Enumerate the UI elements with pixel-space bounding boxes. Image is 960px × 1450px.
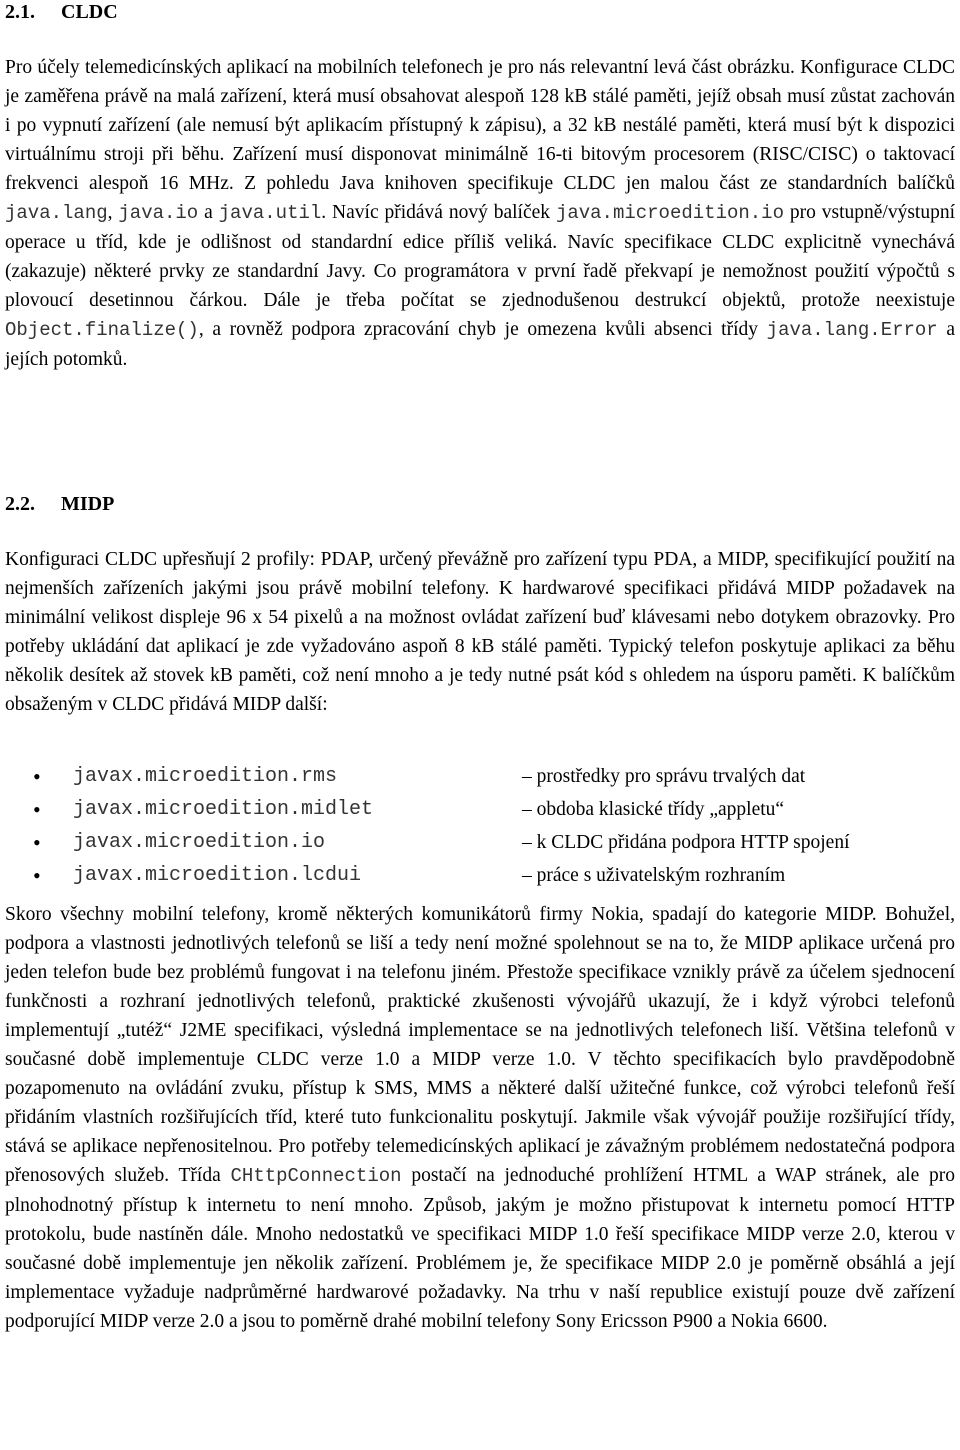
package-name: javax.microedition.midlet bbox=[73, 798, 374, 821]
text-run: , bbox=[107, 202, 119, 223]
text-run: . Navíc přidává nový balíček bbox=[321, 202, 556, 223]
package-description: – obdoba klasické třídy „appletu“ bbox=[522, 799, 785, 820]
code-java-microedition-io: java.microedition.io bbox=[555, 202, 784, 224]
section-title: MIDP bbox=[61, 493, 115, 515]
text-run: a bbox=[198, 202, 219, 223]
package-name: javax.microedition.rms bbox=[73, 765, 338, 788]
bullet-icon: • bbox=[33, 863, 41, 888]
text-run: Skoro všechny mobilní telefony, kromě některých komunikátorů firmy Nokia, spadají do kategorie MIDP. Bohužel, podpora a vlastnosti jednotlivých telefonů se liší a tedy není možné spolehnout se na to, že MIDP aplikace určená pro jeden telefon bude bez problémů fungovat i na telefonu jiném. Přestože specifikace vznikly právě za účelem sjednocení funkčnosti a rozhraní jednotlivých telefonů, praktické zkušenosti vývojářů ukazují, že i když výrobci telefonů implementují „tutéž“ J2ME specifikaci, výsledná implementace se na jednotlivých telefonech liší. Většina telefonů v současné době implementuje CLDC verze 1.0 a MIDP verze 1.0. V těchto specifikacích bylo pravděpodobně pozapomenuto na ovládání zvuku, přístup k SMS, MMS a některé další užitečné funkce, což výrobci telefonů řeší přidáním vlastních rozšiřujících tříd, které tuto funkcionalitu poskytují. Jakmile však vývojář použije rozšiřující třídy, stává se aplikace nepřenositelnou. Pro potřeby telemedicínských aplikací je závažným problémem nedostatečná podpora přenosových služeb. Třída bbox=[5, 904, 955, 1186]
bullet-icon: • bbox=[33, 764, 41, 789]
code-object-finalize: Object.finalize() bbox=[5, 319, 199, 341]
list-item bbox=[5, 859, 955, 892]
bullet-icon: • bbox=[33, 797, 41, 822]
list-item bbox=[5, 760, 955, 793]
package-description: – práce s uživatelským rozhraním bbox=[522, 865, 786, 886]
paragraph-cldc bbox=[5, 53, 955, 374]
text-run: postačí na jednoduché prohlížení HTML a WAP stránek, ale pro plnohodnotný přístup k internetu to není mnoho. Způsob, jakým je možno přistupovat k internetu pomocí HTTP protokolu, bude nastíněn dále. Mnoho nedostatků ve specifikaci MIDP 1.0 řeší specifikace MIDP verze 2.0, kterou v současné době implementuje jen několik zařízení. Problémem je, že specifikace MIDP 2.0 je poměrně obsáhlá a její implementace vyžaduje nadprůměrné hardwarové požadavky. Na trhu v naší republice existují pouze dvě zařízení podporující MIDP verze 2.0 a jsou to poměrně drahé mobilní telefony Sony Ericsson P900 a Nokia 6600. bbox=[5, 1165, 955, 1332]
list-item bbox=[5, 793, 955, 826]
code-java-util: java.util bbox=[218, 202, 322, 224]
list-item bbox=[5, 826, 955, 859]
package-name: javax.microedition.lcdui bbox=[73, 864, 362, 887]
package-description: – k CLDC přidána podpora HTTP spojení bbox=[522, 832, 850, 853]
section-number: 2.1. bbox=[5, 1, 35, 23]
code-java-io: java.io bbox=[118, 202, 199, 224]
section-heading-cldc bbox=[5, 0, 118, 24]
section-number: 2.2. bbox=[5, 493, 35, 515]
paragraph-midp-support bbox=[5, 900, 955, 1336]
package-list bbox=[5, 760, 955, 892]
package-name: javax.microedition.io bbox=[73, 831, 326, 854]
text-run: , a rovněž podpora zpracování chyb je omezena kvůli absenci třídy bbox=[198, 319, 767, 340]
text-run: pro vstupně/výstupní operace u tříd, kde je odlišnost od standardní edice příliš veliká. Navíc specifikace CLDC explicitně vynechává (zakazuje) některé prvky ze standardní Javy. Co programátora v první řadě překvapí je nemožnost použití výpočtů s plovoucí desetinnou čárkou. Dále je třeba počítat se zjednodušenou destrukcí objektů, protože neexistuje bbox=[5, 202, 956, 311]
package-description: – prostředky pro správu trvalých dat bbox=[522, 766, 806, 787]
text-run: Pro účely telemedicínských aplikací na mobilních telefonech je pro nás relevantní levá část obrázku. Konfigurace CLDC je zaměřena právě na malá zařízení, která musí obsahovat alespoň 128 kB stálé paměti, jejíž obsah musí zůstat zachován i po vypnutí zařízení (ale nemusí být aplikacím přístupný k zápisu), a 32 kB nestálé paměti, která musí být k dispozici virtuálnímu stroji při běhu. Zařízení musí disponovat minimálně 16-ti bitovým procesorem (RISC/CISC) o taktovací frekvenci alespoň 16 MHz. Z pohledu Java knihoven specifikuje CLDC jen malou část ze standardních balíčků bbox=[5, 57, 955, 194]
code-java-lang: java.lang bbox=[5, 202, 108, 224]
code-java-lang-error: java.lang.Error bbox=[766, 319, 938, 341]
text-run: a jejích potomků. bbox=[5, 319, 956, 370]
section-title: CLDC bbox=[61, 1, 118, 23]
paragraph-midp-intro: Konfiguraci CLDC upřesňují 2 profily: PDAP, určený převážně pro zařízení typu PDA, a MIDP, specifikující použití na nejmenších zařízeních jakými jsou právě mobilní telefony. K hardwarové specifikaci přidává MIDP požadavek na minimální velikost displeje 96 x 54 pixelů a na možnost ovládat zařízení buď klávesami nebo dotykem obrazovky. Pro potřeby ukládání dat aplikací je zde vyžadováno aspoň 8 kB stálé paměti. Typický telefon poskytuje aplikaci za běhu několik desítek až stovek kB paměti, což není mnoho a je tedy nutné psát kód s ohledem na úsporu paměti. K balíčkům obsaženým v CLDC přidává MIDP další: bbox=[5, 549, 955, 715]
bullet-icon: • bbox=[33, 830, 41, 855]
code-chttpconnection: CHttpConnection bbox=[230, 1165, 402, 1187]
section-heading-midp bbox=[5, 492, 114, 516]
